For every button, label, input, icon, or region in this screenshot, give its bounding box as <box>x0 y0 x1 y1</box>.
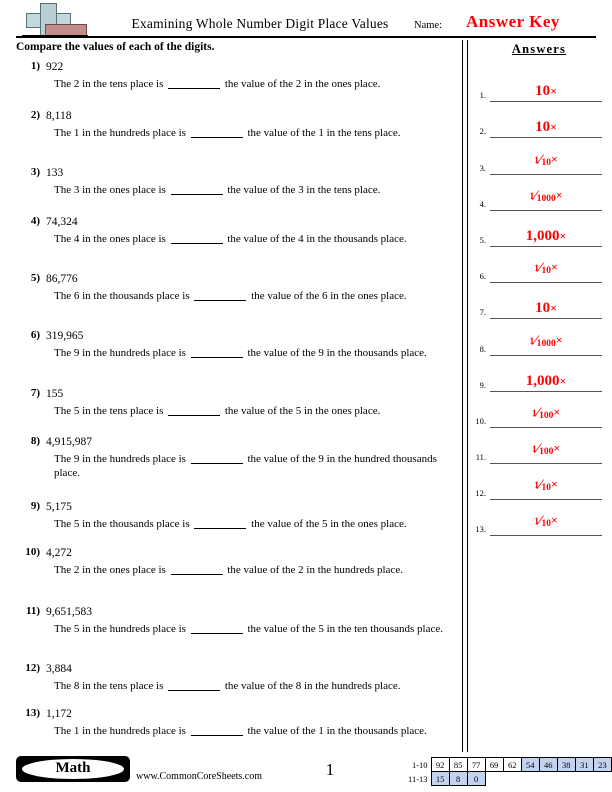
fraction-slash: ⁄ <box>536 404 540 421</box>
question-number: 9) <box>30 500 40 512</box>
fraction-numerator: 1 <box>529 191 535 202</box>
question-number-value: 133 <box>46 167 64 179</box>
score-cell-empty <box>485 772 503 786</box>
answer-row <box>466 175 612 211</box>
prompt-prefix: The 5 in the hundreds place is <box>54 623 189 635</box>
answer-number: 13. <box>475 524 486 535</box>
question-prompt <box>54 346 458 360</box>
score-cell: 46 <box>539 758 557 772</box>
question-prompt <box>54 622 458 636</box>
question-number: 1) <box>30 60 40 72</box>
prompt-suffix: the value of the 9 in the hundred thousands place. <box>54 453 437 479</box>
prompt-suffix: the value of the 5 in the ones place. <box>222 405 381 417</box>
fraction-slash: ⁄ <box>536 441 540 458</box>
score-row-label: 11-13 <box>408 773 428 784</box>
prompt-suffix: the value of the 4 in the thousands place. <box>224 233 407 245</box>
site-url: www.CommonCoreSheets.com <box>136 771 263 782</box>
fraction-denominator: 10 <box>541 266 551 277</box>
answer-number: 7. <box>479 307 486 318</box>
fraction-numerator: 1 <box>531 408 537 419</box>
header-divider-rule <box>16 36 596 38</box>
question-prompt <box>54 517 458 531</box>
prompt-prefix: The 6 in the thousands place is <box>54 290 193 302</box>
fraction-numerator: 1 <box>534 155 539 166</box>
question-number-value: 9,651,583 <box>46 606 92 618</box>
score-cell-empty <box>557 772 575 786</box>
question-number: 2) <box>30 109 40 121</box>
question-item <box>14 707 458 738</box>
fraction-denominator: 100 <box>539 447 554 458</box>
question-prompt <box>54 724 458 738</box>
question-item <box>14 272 458 303</box>
fraction-numerator: 1 <box>531 445 537 456</box>
score-table <box>404 757 612 786</box>
answer-value <box>490 84 602 99</box>
answer-fraction <box>534 514 551 533</box>
answer-number: 2. <box>479 126 486 137</box>
question-prompt <box>54 452 458 480</box>
prompt-suffix: the value of the 5 in the ones place. <box>248 518 407 530</box>
fraction-slash: ⁄ <box>534 332 537 349</box>
answer-fraction <box>534 261 551 280</box>
prompt-prefix: The 3 in the ones place is <box>54 184 169 196</box>
question-prompt <box>54 232 458 246</box>
score-cell: 23 <box>593 758 611 772</box>
question-number: 13) <box>25 707 40 719</box>
fraction-denominator: 10 <box>541 157 551 168</box>
name-label: Name: <box>414 20 442 31</box>
multiplication-sign: × <box>555 332 563 347</box>
question-number-value: 922 <box>46 61 64 73</box>
answer-whole-number: 10 <box>535 83 551 100</box>
score-cell-empty <box>593 772 611 786</box>
answer-row <box>466 392 612 428</box>
subject-badge <box>16 756 130 782</box>
answer-number: 12. <box>475 488 486 499</box>
answer-value <box>490 301 602 316</box>
answer-blank[interactable] <box>191 357 243 358</box>
multiplication-sign: × <box>553 404 561 419</box>
question-number-value: 8,118 <box>46 110 72 122</box>
question-number: 3) <box>30 166 40 178</box>
multiplication-sign: × <box>559 228 567 243</box>
score-cell: 54 <box>521 758 539 772</box>
question-item <box>14 109 458 140</box>
score-cell-empty <box>521 772 539 786</box>
score-grid <box>404 757 612 786</box>
question-number-value: 3,884 <box>46 663 72 675</box>
question-number-value: 4,272 <box>46 547 72 559</box>
answer-value <box>490 120 602 135</box>
fraction-denominator: 100 <box>539 410 554 421</box>
question-number-value: 1,172 <box>46 708 72 720</box>
question-number-value: 5,175 <box>46 501 72 513</box>
multiplication-sign: × <box>550 151 558 166</box>
answer-value <box>490 229 602 244</box>
fraction-slash: ⁄ <box>538 477 542 494</box>
score-cell: 31 <box>575 758 593 772</box>
question-prompt <box>54 404 458 418</box>
fraction-numerator: 1 <box>534 264 539 275</box>
answers-list <box>466 66 612 536</box>
answer-row <box>466 138 612 174</box>
score-cell: 15 <box>431 772 449 786</box>
prompt-suffix: the value of the 8 in the hundreds place. <box>222 680 401 692</box>
prompt-prefix: The 9 in the hundreds place is <box>54 453 189 465</box>
fraction-slash: ⁄ <box>538 513 542 530</box>
question-number: 7) <box>30 387 40 399</box>
score-cell: 62 <box>503 758 521 772</box>
answers-heading: Answers <box>511 42 567 56</box>
answer-value <box>490 333 602 353</box>
question-number: 5) <box>30 272 40 284</box>
question-item <box>14 500 458 531</box>
answer-number: 8. <box>479 343 486 354</box>
question-item <box>14 546 458 577</box>
answer-number: 5. <box>479 234 486 245</box>
question-number: 11) <box>25 605 40 617</box>
answer-whole-number: 1,000 <box>525 227 560 244</box>
fraction-slash: ⁄ <box>534 187 537 204</box>
answer-number: 6. <box>479 271 486 282</box>
page-header <box>0 0 612 40</box>
score-row <box>404 772 612 786</box>
answer-value <box>490 477 602 497</box>
prompt-prefix: The 2 in the ones place is <box>54 564 169 576</box>
answer-blank[interactable] <box>168 690 220 691</box>
badge-label: Math <box>55 760 91 776</box>
fraction-slash: ⁄ <box>538 151 542 168</box>
instructions-text: Compare the values of each of the digits. <box>16 41 215 53</box>
answer-blank[interactable] <box>168 88 220 89</box>
answer-blank[interactable] <box>168 415 220 416</box>
answer-value <box>490 441 602 461</box>
answer-row <box>466 102 612 138</box>
question-item <box>14 329 458 360</box>
prompt-prefix: The 4 in the ones place is <box>54 233 169 245</box>
answer-underline <box>490 535 602 536</box>
prompt-suffix: the value of the 9 in the thousands place. <box>244 347 427 359</box>
score-cell-empty <box>575 772 593 786</box>
prompt-suffix: the value of the 3 in the tens place. <box>224 184 381 196</box>
question-number: 8) <box>30 435 40 447</box>
question-item <box>14 435 458 480</box>
question-prompt <box>54 289 458 303</box>
score-cell: 0 <box>467 772 485 786</box>
answer-number: 1. <box>479 90 486 101</box>
prompt-suffix: the value of the 5 in the ten thousands place. <box>244 623 443 635</box>
multiplication-sign: × <box>550 301 557 316</box>
answer-row <box>466 247 612 283</box>
answer-row <box>466 283 612 319</box>
question-item <box>14 166 458 197</box>
question-item <box>14 215 458 246</box>
prompt-suffix: the value of the 1 in the thousands place. <box>244 725 427 737</box>
answer-value <box>490 405 602 425</box>
page-footer <box>0 752 612 792</box>
fraction-denominator: 1000 <box>536 338 556 349</box>
question-item <box>14 387 458 418</box>
question-number-value: 155 <box>46 388 64 400</box>
answer-number: 3. <box>479 162 486 173</box>
score-cell: 92 <box>431 758 449 772</box>
prompt-suffix: the value of the 6 in the ones place. <box>248 290 407 302</box>
question-prompt <box>54 679 458 693</box>
multiplication-sign: × <box>550 120 557 135</box>
answer-blank[interactable] <box>191 137 243 138</box>
question-number-value: 319,965 <box>46 330 84 342</box>
answer-value <box>490 152 602 172</box>
multiplication-sign: × <box>550 513 558 528</box>
question-number-value: 74,324 <box>46 216 78 228</box>
question-item <box>14 605 458 636</box>
score-row-label: 1-10 <box>411 759 428 770</box>
score-cell: 8 <box>449 772 467 786</box>
answer-fraction <box>529 189 555 208</box>
multiplication-sign: × <box>550 84 557 99</box>
multiplication-sign: × <box>559 373 567 388</box>
question-number: 6) <box>30 329 40 341</box>
answer-row <box>466 356 612 392</box>
answer-whole-number: 10 <box>535 119 551 136</box>
multiplication-sign: × <box>550 260 558 275</box>
multiplication-sign: × <box>555 187 563 202</box>
question-item <box>14 60 458 91</box>
answer-whole-number: 10 <box>535 300 551 317</box>
answer-fraction <box>534 478 551 497</box>
prompt-prefix: The 2 in the tens place is <box>54 78 167 90</box>
answer-number: 11. <box>475 452 486 463</box>
question-number: 12) <box>25 662 40 674</box>
answer-value <box>490 513 602 533</box>
fraction-numerator: 1 <box>529 336 535 347</box>
answer-blank[interactable] <box>171 574 223 575</box>
answer-row <box>466 211 612 247</box>
answer-blank[interactable] <box>194 300 246 301</box>
answer-value <box>490 260 602 280</box>
answer-blank[interactable] <box>191 735 243 736</box>
prompt-prefix: The 8 in the tens place is <box>54 680 167 692</box>
score-cell: 85 <box>449 758 467 772</box>
score-cell: 77 <box>467 758 485 772</box>
fraction-numerator: 1 <box>534 481 539 492</box>
answer-row <box>466 500 612 536</box>
fraction-slash: ⁄ <box>538 260 542 277</box>
answer-value <box>490 188 602 208</box>
question-prompt <box>54 126 458 140</box>
answer-row <box>466 66 612 102</box>
fraction-denominator: 1000 <box>536 193 556 204</box>
score-cell: 69 <box>485 758 503 772</box>
fraction-denominator: 10 <box>541 483 551 494</box>
question-prompt <box>54 563 458 577</box>
score-row <box>404 758 612 772</box>
prompt-suffix: the value of the 1 in the tens place. <box>244 127 401 139</box>
answer-fraction <box>529 334 555 353</box>
question-prompt <box>54 183 458 197</box>
answer-value <box>490 374 602 389</box>
answer-whole-number: 1,000 <box>525 372 560 389</box>
answer-fraction <box>532 406 554 425</box>
answer-blank[interactable] <box>171 194 223 195</box>
score-cell-empty <box>503 772 521 786</box>
answer-row <box>466 464 612 500</box>
answer-fraction <box>532 442 554 461</box>
multiplication-sign: × <box>553 441 561 456</box>
answer-key-stamp: Answer Key <box>466 12 560 31</box>
score-cell: 38 <box>557 758 575 772</box>
question-number: 4) <box>30 215 40 227</box>
prompt-prefix: The 1 in the hundreds place is <box>54 127 189 139</box>
prompt-prefix: The 1 in the hundreds place is <box>54 725 189 737</box>
multiplication-sign: × <box>550 477 558 492</box>
answer-number: 9. <box>479 379 486 390</box>
prompt-prefix: The 5 in the tens place is <box>54 405 167 417</box>
prompt-prefix: The 5 in the thousands place is <box>54 518 193 530</box>
page-number: 1 <box>325 760 335 779</box>
answer-blank[interactable] <box>191 633 243 634</box>
question-item <box>14 662 458 693</box>
answer-blank[interactable] <box>194 528 246 529</box>
math-plus-logo-icon <box>18 2 88 36</box>
answer-blank[interactable] <box>191 463 243 464</box>
prompt-suffix: the value of the 2 in the hundreds place. <box>224 564 403 576</box>
answer-fraction <box>534 153 551 172</box>
question-number: 10) <box>25 546 40 558</box>
fraction-numerator: 1 <box>534 517 539 528</box>
page-title: Examining Whole Number Digit Place Values <box>131 16 389 31</box>
answer-number: 10. <box>475 415 486 426</box>
fraction-denominator: 10 <box>541 519 551 530</box>
answer-number: 4. <box>479 198 486 209</box>
answer-row <box>466 319 612 355</box>
answer-row <box>466 428 612 464</box>
prompt-suffix: the value of the 2 in the ones place. <box>222 78 381 90</box>
question-number-value: 4,915,987 <box>46 436 92 448</box>
score-cell-empty <box>539 772 557 786</box>
prompt-prefix: The 9 in the hundreds place is <box>54 347 189 359</box>
question-number-value: 86,776 <box>46 273 78 285</box>
question-prompt <box>54 77 458 91</box>
answer-blank[interactable] <box>171 243 223 244</box>
